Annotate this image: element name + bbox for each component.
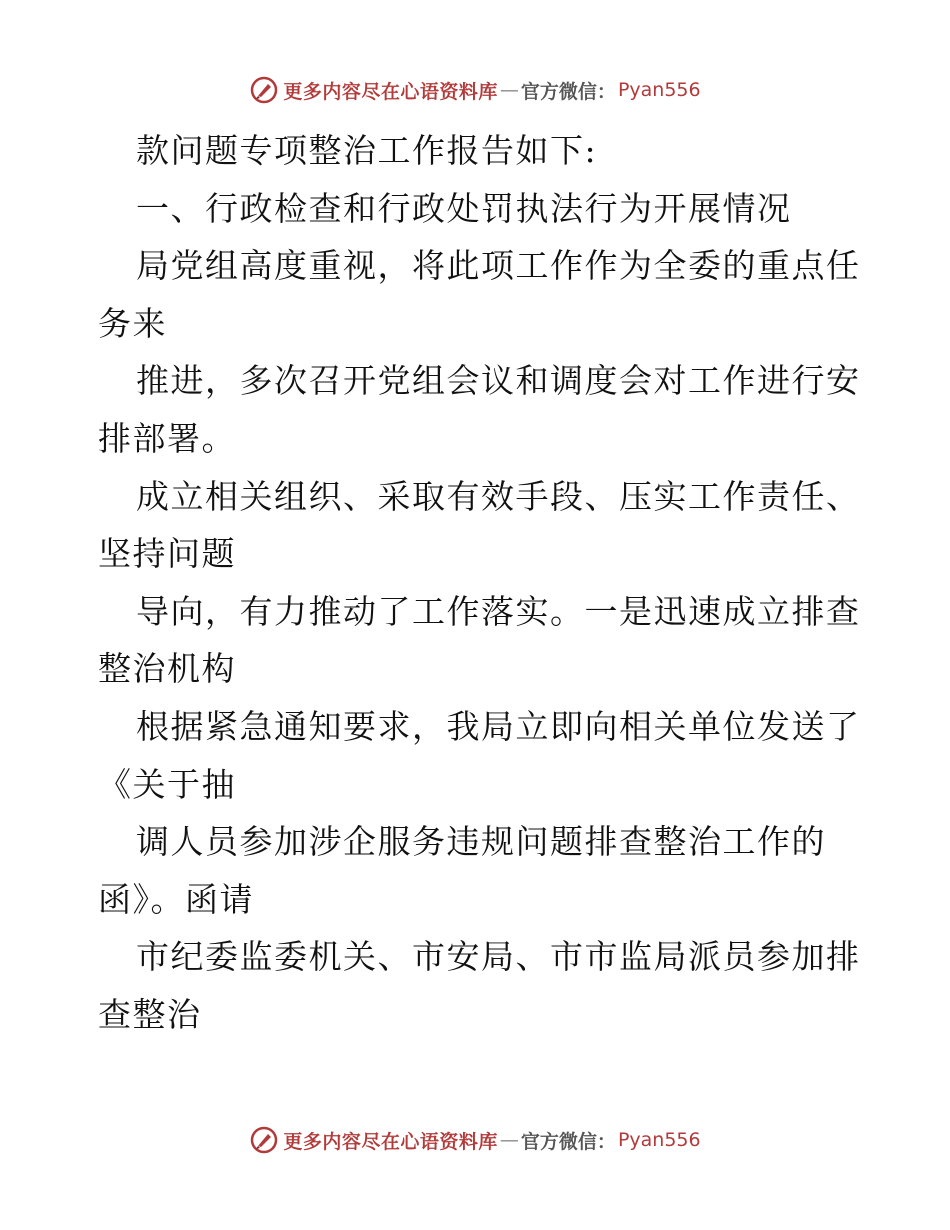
body-line: 务来 [98, 303, 167, 343]
body-line: 市纪委监委机关、市安局、市市监局派员参加排 [136, 937, 861, 977]
header-watermark-banner [0, 70, 950, 110]
document-body [98, 122, 861, 1044]
body-line: 局党组高度重视，将此项工作作为全委的重点任 [136, 246, 861, 286]
watermark-dash: — [499, 1129, 519, 1151]
body-line: 推进，多次召开党组会议和调度会对工作进行安 [136, 361, 861, 401]
body-line: 函》。函请 [98, 879, 254, 919]
pen-nib-logo-icon [249, 75, 279, 105]
section-heading: 一、行政检查和行政处罚执法行为开展情况 [136, 188, 792, 228]
wechat-id: Pyan556 [617, 79, 701, 101]
wechat-id: Pyan556 [617, 1129, 701, 1151]
body-line: 根据紧急通知要求，我局立即向相关单位发送了 [136, 706, 861, 746]
footer-watermark-banner [0, 1120, 950, 1160]
watermark-dash: — [499, 79, 519, 101]
body-line: 整治机构 [98, 649, 236, 689]
wechat-label: 官方微信： [520, 1130, 616, 1153]
body-line: 排部署。 [98, 418, 236, 458]
body-line: 导向，有力推动了工作落实。一是迅速成立排查 [136, 591, 861, 631]
body-line: 调人员参加涉企服务违规问题排查整治工作的 [136, 822, 826, 862]
watermark-text: 更多内容尽在心语资料库 [283, 1130, 498, 1153]
body-line: 款问题专项整治工作报告如下: [136, 131, 598, 170]
pen-nib-logo-icon [249, 1125, 279, 1155]
body-line: 《关于抽 [98, 764, 236, 804]
wechat-label: 官方微信： [520, 80, 616, 103]
body-line: 坚持问题 [98, 534, 236, 574]
body-line: 查整治 [98, 994, 202, 1034]
body-line: 成立相关组织、采取有效手段、压实工作责任、 [136, 476, 861, 516]
watermark-text: 更多内容尽在心语资料库 [283, 80, 498, 103]
